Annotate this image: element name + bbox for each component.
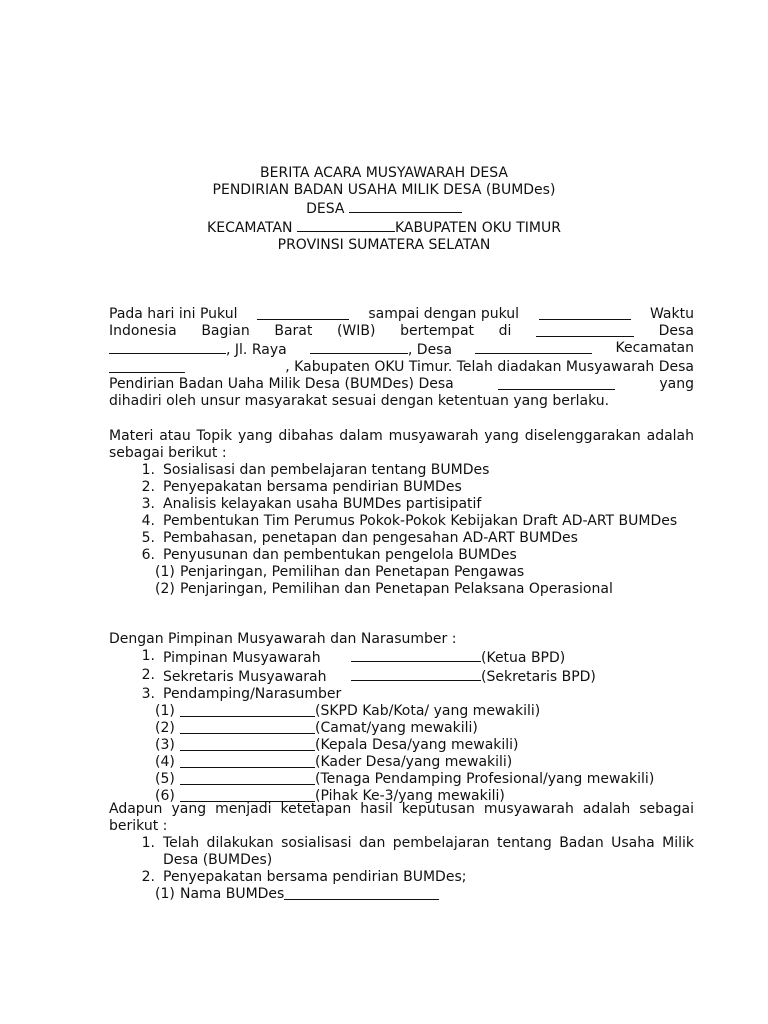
list-item: 6. Penyusunan dan pembentukan pengelola BUMDes [141, 547, 517, 563]
narasumber-item: (5) (Tenaga Pendamping Profesional/yang mewakili) [155, 771, 655, 787]
narasumber-item: (6) (Pihak Ke-3/yang mewakili) [155, 788, 505, 804]
title-line-2: PENDIRIAN BADAN USAHA MILIK DESA (BUMDes) [212, 182, 556, 198]
title-line-5: PROVINSI SUMATERA SELATAN [277, 237, 491, 253]
list-item: 1. Sosialisasi dan pembelajaran tentang BUMDes [141, 462, 490, 478]
narasumber-blank [180, 788, 315, 802]
sekretaris-blank [351, 667, 481, 681]
desa-3-blank [498, 376, 615, 390]
opening-row-3: , Jl. Raya , Desa Kecamatan [109, 340, 694, 359]
kecamatan-blank [297, 218, 395, 232]
list-item: 2. Penyepakatan bersama pendirian BUMDes [141, 479, 462, 495]
desa-name-blank [109, 340, 226, 354]
opening-row-5: Pendirian Badan Uaha Milik Desa (BUMDes) Desa yang [109, 376, 694, 392]
keputusan-intro: Adapun yang menjadi ketetapan hasil keputusan musyawarah adalah sebagai berikut : [109, 801, 694, 834]
pimpinan-intro: Dengan Pimpinan Musyawarah dan Narasumber : [109, 631, 457, 647]
narasumber-blank [180, 771, 315, 785]
document-title [0, 165, 768, 254]
opening-row-4: , Kabupaten OKU Timur. Telah diadakan Musyawarah Desa [109, 359, 694, 376]
opening-row-1: Pada hari ini Pukul sampai dengan pukul Waktu [109, 306, 694, 322]
title-line-1: BERITA ACARA MUSYAWARAH DESA [260, 165, 508, 181]
desa-2-blank [475, 340, 592, 354]
list-item: 2. Sekretaris Musyawarah (Sekretaris BPD) [141, 667, 596, 685]
jalan-blank [310, 340, 408, 354]
opening-row-6: dihadiri oleh unsur masyarakat sesuai dengan ketentuan yang berlaku. [109, 393, 610, 409]
list-item: 1. Pimpinan Musyawarah (Ketua BPD) [141, 648, 566, 666]
lokasi-blank [536, 323, 634, 337]
sub-list-item: (2) Penjaringan, Pemilihan dan Penetapan Pelaksana Operasional [155, 581, 613, 597]
materi-intro: Materi atau Topik yang dibahas dalam musyawarah yang diselenggarakan adalah sebagai berikut : [109, 428, 694, 461]
pukul-end-blank [539, 306, 631, 320]
nama-bumdes-blank [284, 886, 439, 900]
list-item: 1. Telah dilakukan sosialisasi dan pembelajaran tentang Badan Usaha Milik Desa (BUMDes) [141, 835, 694, 868]
desa-blank [349, 199, 462, 213]
narasumber-blank [180, 754, 315, 768]
pimpinan-section [109, 631, 694, 805]
narasumber-item: (1) (SKPD Kab/Kota/ yang mewakili) [155, 703, 541, 719]
opening-row-2: Indonesia Bagian Barat (WIB) bertempat di Desa [109, 323, 694, 339]
opening-paragraph [109, 306, 694, 410]
narasumber-item: (4) (Kader Desa/yang mewakili) [155, 754, 513, 770]
list-item: 3. Pendamping/Narasumber [141, 686, 342, 702]
narasumber-item: (2) (Camat/yang mewakili) [155, 720, 478, 736]
list-item: 4. Pembentukan Tim Perumus Pokok-Pokok Kebijakan Draft AD-ART BUMDes [141, 513, 678, 529]
sub-list-item: (1) Penjaringan, Pemilihan dan Penetapan Pengawas [155, 564, 525, 580]
list-item: 5. Pembahasan, penetapan dan pengesahan AD-ART BUMDes [141, 530, 578, 546]
sub-list-item: (1) Nama BUMDes [109, 886, 694, 903]
list-item: 2. Penyepakatan bersama pendirian BUMDes; [141, 869, 467, 885]
pimpinan-blank [351, 648, 481, 662]
narasumber-blank [180, 720, 315, 734]
pukul-start-blank [257, 306, 349, 320]
title-line-3: DESA [0, 199, 768, 218]
narasumber-item: (3) (Kepala Desa/yang mewakili) [155, 737, 519, 753]
materi-section [109, 428, 694, 598]
title-line-4: KECAMATAN KABUPATEN OKU TIMUR [207, 220, 561, 236]
narasumber-blank [180, 737, 315, 751]
kecamatan-2-blank [109, 359, 185, 373]
narasumber-blank [180, 703, 315, 717]
keputusan-section [109, 801, 694, 903]
list-item: 3. Analisis kelayakan usaha BUMDes partisipatif [141, 496, 482, 512]
